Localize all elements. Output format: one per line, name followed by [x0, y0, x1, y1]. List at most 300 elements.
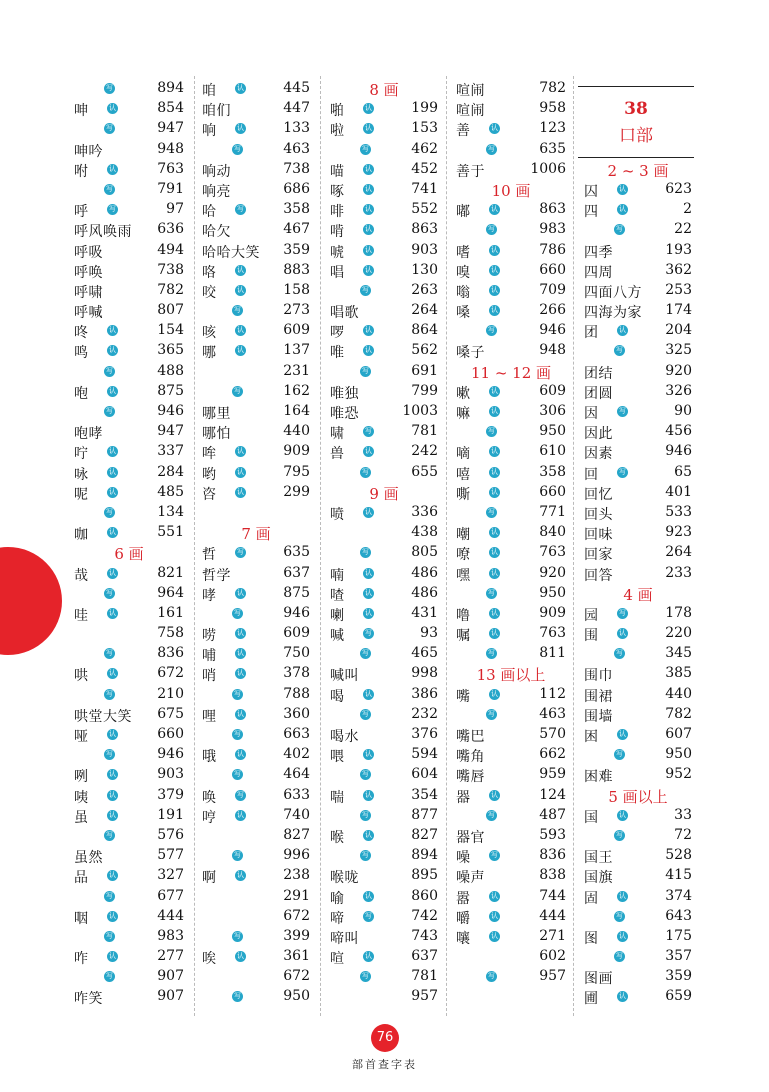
index-entry [456, 320, 566, 340]
page-ref: 191 [157, 806, 184, 823]
index-entry [584, 441, 692, 461]
recognize-badge-icon: 认 [237, 84, 244, 92]
entry-word: 回 [584, 466, 599, 483]
page-ref: 672 [283, 968, 310, 985]
stroke-heading-label: 6 画 [114, 545, 144, 564]
entry-word: 喘 [330, 789, 345, 806]
page-ref: 946 [539, 322, 566, 339]
index-entry [330, 219, 438, 239]
page-ref: 284 [157, 463, 184, 480]
index-entry [202, 744, 310, 764]
write-badge-icon: 写 [365, 911, 372, 920]
entry-word: 嘟 [456, 204, 471, 221]
entry-word: 喃 [330, 567, 345, 584]
page-ref: 271 [539, 927, 566, 944]
write-badge-icon: 写 [234, 689, 241, 698]
recognize-badge-icon: 认 [491, 124, 498, 133]
index-entry [584, 401, 692, 421]
entry-word: 响亮 [202, 183, 231, 200]
index-entry [202, 865, 310, 885]
page-ref: 210 [157, 685, 184, 702]
page-ref: 609 [539, 382, 566, 399]
index-entry [584, 825, 692, 845]
entry-word: 哈哈大笑 [202, 244, 260, 261]
index-entry [584, 381, 692, 401]
page-ref: 675 [157, 705, 184, 722]
index-entry [74, 684, 184, 704]
recognize-badge-icon: 认 [619, 184, 626, 193]
page-ref: 660 [539, 261, 566, 278]
recognize-badge-icon: 认 [619, 931, 626, 940]
page-ref: 137 [283, 342, 310, 359]
entry-word: 哪 [202, 345, 217, 362]
entry-word: 鸣 [74, 345, 89, 362]
page-ref: 643 [665, 907, 692, 924]
write-badge-icon: 写 [488, 144, 495, 153]
entry-word: 啄 [330, 183, 345, 200]
index-entry [74, 381, 184, 401]
recognize-badge-icon: 认 [237, 810, 244, 819]
index-entry [330, 280, 438, 300]
page-ref: 811 [539, 645, 566, 662]
page-ref: 738 [283, 160, 310, 177]
entry-word: 回忆 [584, 486, 613, 503]
recognize-badge-icon: 认 [491, 285, 498, 294]
index-entry [330, 744, 438, 764]
entry-word: 唠 [202, 628, 217, 645]
recognize-badge-icon: 认 [365, 689, 372, 698]
page-ref: 327 [157, 867, 184, 884]
entry-word: 品 [74, 870, 89, 887]
page-ref: 93 [420, 625, 438, 642]
page-ref: 947 [157, 120, 184, 137]
index-entry [202, 219, 310, 239]
recognize-badge-icon: 认 [619, 326, 626, 335]
page-ref: 33 [674, 806, 692, 823]
index-entry [330, 441, 438, 461]
page-ref: 447 [283, 100, 310, 117]
stroke-heading-label: 11 ~ 12 画 [470, 363, 552, 382]
page-ref: 952 [665, 766, 692, 783]
page-ref: 743 [411, 927, 438, 944]
write-badge-icon: 写 [362, 285, 369, 294]
stroke-heading-label: 5 画以上 [608, 787, 668, 806]
index-entry [74, 704, 184, 724]
page-ref: 635 [539, 140, 566, 157]
index-entry [456, 441, 566, 461]
index-entry [456, 78, 566, 98]
recognize-badge-icon: 认 [619, 205, 626, 214]
entry-word: 园 [584, 607, 599, 624]
recognize-badge-icon: 认 [365, 326, 372, 335]
stroke-count-heading [584, 159, 692, 179]
recognize-badge-icon: 认 [491, 629, 498, 638]
page-ref: 983 [157, 927, 184, 944]
index-entry [74, 482, 184, 502]
index-entry [74, 764, 184, 784]
index-entry [456, 643, 566, 663]
recognize-badge-icon: 认 [491, 467, 498, 476]
write-badge-icon: 写 [616, 750, 623, 759]
entry-word: 善 [456, 123, 471, 140]
page-ref: 771 [539, 503, 566, 520]
page-ref: 920 [665, 362, 692, 379]
index-entry [456, 805, 566, 825]
page-ref: 903 [157, 766, 184, 783]
page-ref: 231 [283, 362, 310, 379]
entry-word: 咐 [74, 163, 89, 180]
entry-word: 咯 [202, 264, 217, 281]
entry-word: 四季 [584, 244, 613, 261]
write-badge-icon: 写 [488, 588, 495, 597]
recognize-badge-icon: 认 [365, 952, 372, 961]
index-entry [330, 825, 438, 845]
entry-word: 咛 [74, 446, 89, 463]
footer-title: 部首查字表 [352, 1058, 417, 1071]
index-entry [456, 421, 566, 441]
entry-word: 嘴唇 [456, 769, 485, 786]
entry-word: 嘶 [456, 486, 471, 503]
section-header [578, 86, 694, 158]
entry-word: 善于 [456, 163, 485, 180]
entry-word: 啊 [202, 870, 217, 887]
index-entry [584, 199, 692, 219]
page-ref: 909 [539, 604, 566, 621]
write-badge-icon: 写 [234, 306, 241, 315]
recognize-badge-icon: 认 [491, 931, 498, 940]
page-ref: 840 [539, 524, 566, 541]
page-ref: 326 [665, 382, 692, 399]
recognize-badge-icon: 认 [237, 709, 244, 718]
index-entry [584, 643, 692, 663]
index-entry [202, 441, 310, 461]
index-entry [456, 704, 566, 724]
recognize-badge-icon: 认 [109, 487, 116, 496]
write-badge-icon: 写 [234, 730, 241, 738]
index-entry [74, 78, 184, 98]
page-ref: 577 [157, 847, 184, 864]
recognize-badge-icon: 认 [491, 447, 498, 456]
index-entry [584, 219, 692, 239]
page-ref: 920 [539, 564, 566, 581]
recognize-badge-icon: 认 [365, 245, 372, 254]
page-ref: 465 [411, 645, 438, 662]
entry-word: 因 [584, 406, 599, 422]
entry-word: 嘛 [456, 406, 471, 422]
recognize-badge-icon: 认 [237, 124, 244, 133]
index-entry [202, 603, 310, 623]
write-badge-icon: 写 [488, 972, 495, 981]
index-entry [330, 966, 438, 986]
index-entry [202, 421, 310, 441]
entry-word: 四海为家 [584, 305, 642, 322]
index-entry [74, 260, 184, 280]
entry-word: 咬 [202, 284, 217, 301]
recognize-badge-icon: 认 [491, 528, 498, 537]
page-ref: 133 [283, 120, 310, 137]
page-ref: 178 [665, 604, 692, 621]
index-entry [330, 623, 438, 643]
write-badge-icon: 写 [237, 548, 244, 557]
page-ref: 609 [283, 625, 310, 642]
section-name: 口部 [619, 126, 653, 146]
entry-word: 啪 [330, 103, 345, 120]
index-entry [584, 684, 692, 704]
write-badge-icon: 写 [488, 225, 495, 234]
page-ref: 738 [157, 261, 184, 278]
stroke-count-heading [584, 785, 692, 805]
entry-word: 呼唤 [74, 264, 103, 281]
index-entry [584, 482, 692, 502]
page-ref: 894 [157, 80, 184, 96]
recognize-badge-icon: 认 [491, 487, 498, 496]
page-ref: 22 [674, 221, 692, 238]
write-badge-icon: 写 [106, 891, 113, 900]
index-entry [202, 946, 310, 966]
page-ref: 358 [539, 463, 566, 480]
entry-word: 喊 [330, 628, 345, 645]
index-entry [74, 643, 184, 663]
page-ref: 791 [157, 180, 184, 197]
index-entry [456, 684, 566, 704]
entry-word: 喇 [330, 607, 345, 624]
page-ref: 337 [157, 443, 184, 460]
page-ref: 907 [157, 988, 184, 1005]
entry-word: 喉咙 [330, 870, 359, 887]
stroke-count-heading [456, 179, 566, 199]
index-entry [74, 199, 184, 219]
entry-word: 嘴巴 [456, 729, 485, 745]
page-ref: 2 [683, 201, 692, 218]
index-entry [202, 78, 310, 98]
write-badge-icon: 写 [616, 649, 623, 658]
index-column [330, 78, 438, 1007]
write-badge-icon: 写 [237, 205, 244, 214]
page-ref: 636 [157, 221, 184, 238]
page-ref: 193 [665, 241, 692, 258]
write-badge-icon: 写 [362, 548, 369, 557]
recognize-badge-icon: 认 [237, 669, 244, 678]
page-ref: 299 [283, 483, 310, 500]
write-badge-icon: 写 [237, 790, 244, 799]
page-ref: 875 [157, 382, 184, 399]
stroke-count-heading [202, 522, 310, 542]
entry-word: 喊叫 [330, 668, 359, 685]
page-ref: 440 [283, 423, 310, 440]
index-entry [584, 179, 692, 199]
entry-word: 呼吸 [74, 244, 103, 261]
index-entry [202, 482, 310, 502]
index-entry [456, 139, 566, 159]
page-ref: 440 [665, 685, 692, 702]
page-ref: 204 [665, 322, 692, 339]
page-ref: 950 [539, 423, 566, 440]
page-ref: 123 [539, 120, 566, 137]
entry-word: 哈 [202, 204, 217, 221]
page-ref: 124 [539, 786, 566, 803]
index-entry [202, 906, 310, 926]
index-entry [584, 502, 692, 522]
page-ref: 385 [665, 665, 692, 682]
index-entry [74, 441, 184, 461]
page-ref: 72 [674, 826, 692, 843]
entry-word: 唤 [202, 789, 217, 806]
recognize-badge-icon: 认 [237, 588, 244, 597]
stroke-count-heading [584, 583, 692, 603]
index-entry [456, 340, 566, 360]
entry-word: 咱们 [202, 103, 231, 120]
write-badge-icon: 写 [234, 931, 241, 940]
page-ref: 199 [411, 100, 438, 117]
page-ref: 162 [283, 382, 310, 399]
index-entry [456, 623, 566, 643]
recognize-badge-icon: 认 [491, 911, 498, 920]
stroke-heading-label: 4 画 [623, 585, 653, 604]
recognize-badge-icon: 认 [237, 285, 244, 294]
recognize-badge-icon: 认 [365, 346, 372, 355]
index-entry [456, 199, 566, 219]
index-entry [584, 865, 692, 885]
page-ref: 365 [157, 342, 184, 359]
entry-word: 喂 [330, 749, 345, 766]
entry-word: 喧 [330, 951, 345, 968]
recognize-badge-icon: 认 [365, 750, 372, 759]
page-ref: 494 [157, 241, 184, 258]
index-entry [456, 522, 566, 542]
index-entry [456, 159, 566, 179]
entry-word: 围巾 [584, 668, 613, 685]
index-entry [74, 623, 184, 643]
entry-word: 咆哮 [74, 426, 103, 443]
write-badge-icon: 写 [362, 366, 369, 375]
page-ref: 485 [157, 483, 184, 500]
entry-word: 嗡 [456, 284, 471, 301]
page-ref: 358 [283, 201, 310, 218]
entry-word: 呻 [74, 103, 89, 120]
entry-word: 哄 [74, 668, 89, 685]
index-entry [456, 865, 566, 885]
page-ref: 593 [539, 826, 566, 843]
page-ref: 864 [411, 322, 438, 339]
page-ref: 883 [283, 261, 310, 278]
page-ref: 758 [157, 625, 184, 642]
entry-word: 回家 [584, 547, 613, 564]
page-ref: 957 [411, 988, 438, 1005]
page-ref: 354 [411, 786, 438, 803]
page-ref: 232 [411, 705, 438, 722]
index-entry [330, 764, 438, 784]
index-entry [202, 563, 310, 583]
index-entry [74, 300, 184, 320]
entry-word: 咨 [202, 486, 217, 503]
page-ref: 895 [411, 867, 438, 884]
index-entry [74, 219, 184, 239]
index-entry [74, 663, 184, 683]
page-ref: 452 [411, 160, 438, 177]
page-ref: 467 [283, 221, 310, 238]
index-entry [202, 462, 310, 482]
entry-word: 嘱 [456, 628, 471, 645]
entry-word: 图 [584, 930, 599, 947]
index-entry [330, 886, 438, 906]
index-entry [456, 260, 566, 280]
page-ref: 264 [665, 544, 692, 561]
page-ref: 263 [411, 281, 438, 298]
page-ref: 487 [539, 806, 566, 823]
index-entry [456, 462, 566, 482]
write-badge-icon: 写 [616, 830, 623, 839]
entry-word: 唱歌 [330, 305, 359, 322]
write-badge-icon: 写 [616, 911, 623, 920]
entry-word: 哈欠 [202, 224, 231, 241]
page-ref: 431 [411, 604, 438, 621]
index-entry [456, 502, 566, 522]
write-badge-icon: 写 [106, 972, 113, 981]
page-ref: 253 [665, 281, 692, 298]
entry-word: 嚼 [456, 910, 471, 927]
page-ref: 637 [283, 564, 310, 581]
write-badge-icon: 写 [234, 992, 241, 1001]
index-entry [584, 704, 692, 724]
page-ref: 744 [539, 887, 566, 904]
stroke-heading-label: 10 画 [491, 181, 531, 200]
recognize-badge-icon: 认 [109, 386, 116, 395]
write-badge-icon: 写 [106, 750, 113, 759]
page-ref: 805 [411, 544, 438, 561]
page-ref: 655 [411, 463, 438, 480]
recognize-badge-icon: 认 [619, 629, 626, 638]
index-entry [330, 845, 438, 865]
page-ref: 637 [411, 948, 438, 965]
index-entry [456, 603, 566, 623]
index-entry [330, 401, 438, 421]
index-entry [202, 986, 310, 1006]
index-entry [584, 340, 692, 360]
page-number: 76 [371, 1024, 399, 1052]
page-ref: 909 [283, 443, 310, 460]
index-entry [330, 643, 438, 663]
page-ref: 528 [665, 847, 692, 864]
spacer-row [202, 502, 310, 522]
page-ref: 740 [283, 806, 310, 823]
entry-word: 响动 [202, 163, 231, 180]
entry-word: 围 [584, 628, 599, 645]
entry-word: 呢 [74, 486, 89, 503]
page-ref: 742 [411, 907, 438, 924]
index-entry [330, 320, 438, 340]
entry-word: 啼 [330, 910, 345, 927]
index-entry [330, 159, 438, 179]
page-ref: 923 [665, 524, 692, 541]
index-entry [584, 663, 692, 683]
recognize-badge-icon: 认 [365, 447, 372, 456]
entry-word: 嘻 [456, 466, 471, 483]
recognize-badge-icon: 认 [619, 992, 626, 1001]
recognize-badge-icon: 认 [365, 891, 372, 900]
recognize-badge-icon: 认 [491, 548, 498, 557]
entry-word: 呼啸 [74, 284, 103, 301]
index-entry [456, 98, 566, 118]
page-ref: 633 [283, 786, 310, 803]
page-ref: 90 [674, 403, 692, 419]
entry-word: 器 [456, 789, 471, 806]
index-entry [74, 805, 184, 825]
index-entry [330, 724, 438, 744]
write-badge-icon: 写 [234, 851, 241, 860]
entry-word: 哨 [202, 668, 217, 685]
entry-word: 团圆 [584, 385, 613, 402]
page-ref: 357 [665, 948, 692, 965]
